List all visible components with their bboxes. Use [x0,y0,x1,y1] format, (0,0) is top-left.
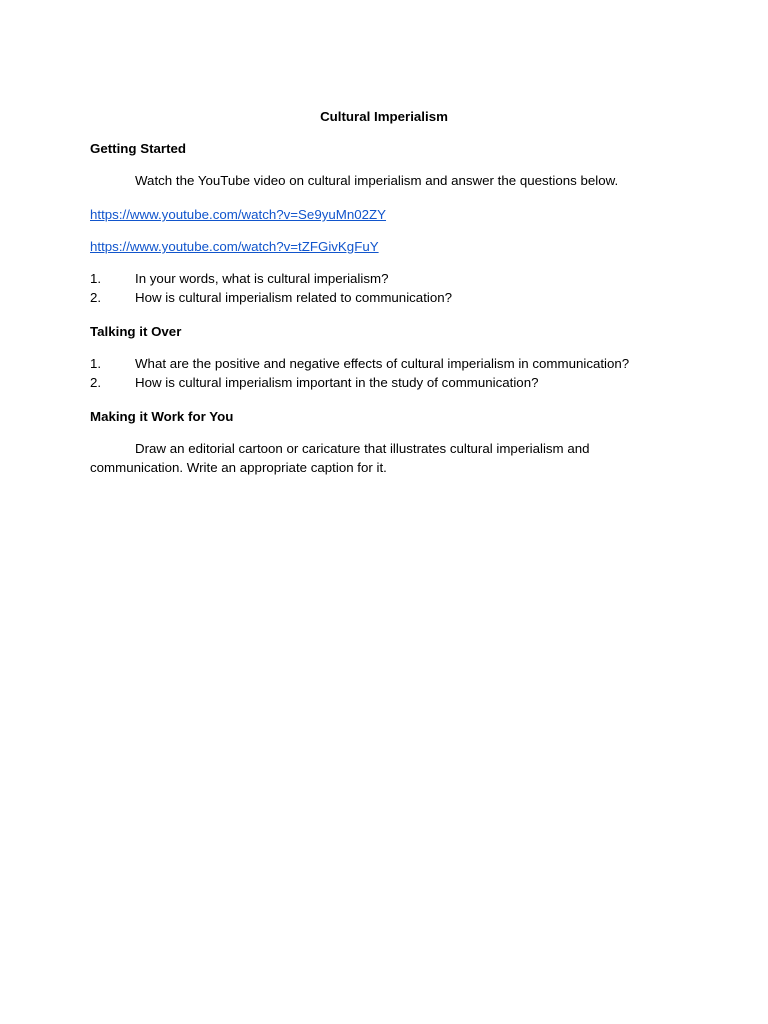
talking-it-over-questions [90,354,680,392]
getting-started-intro: Watch the YouTube video on cultural imperialism and answer the questions below. [135,173,619,188]
youtube-link-2[interactable]: https://www.youtube.com/watch?v=tZFGivKgFuY [90,239,379,254]
list-item-text: How is cultural imperialism important in the study of communication? [135,375,539,390]
list-item-text: What are the positive and negative effects of cultural imperialism in communication? [135,356,630,371]
making-it-work-body: Draw an editorial cartoon or caricature that illustrates cultural imperialism and communication. Write an appropriate caption for it. [90,441,590,475]
document-body [90,107,680,492]
list-item-number: 1. [90,356,102,371]
section-heading-talking-it-over: Talking it Over [90,324,182,339]
list-item-text: In your words, what is cultural imperialism? [135,271,389,286]
list-item-text: How is cultural imperialism related to communication? [135,290,453,305]
section-heading-getting-started: Getting Started [90,141,187,156]
document-title: Cultural Imperialism [320,109,448,124]
list-item-number: 1. [90,271,102,286]
getting-started-questions [90,269,680,307]
youtube-link-1[interactable]: https://www.youtube.com/watch?v=Se9yuMn02ZY [90,207,387,222]
section-heading-making-it-work: Making it Work for You [90,409,234,424]
list-item-number: 2. [90,375,102,390]
list-item [90,354,680,373]
list-item [90,288,680,307]
list-item [90,373,680,392]
list-item-number: 2. [90,290,102,305]
list-item [90,269,680,288]
